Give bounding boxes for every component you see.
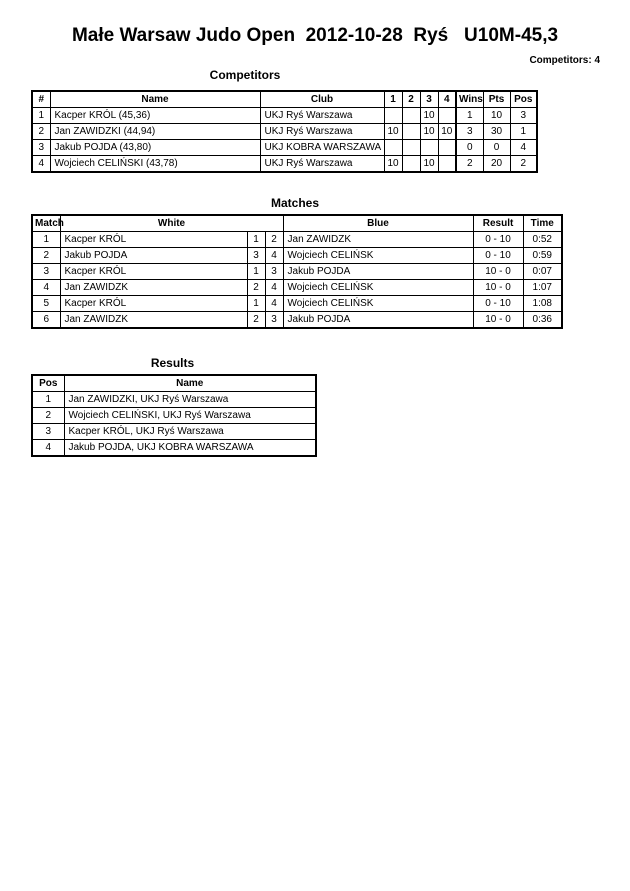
points-cell: 20 — [483, 156, 510, 173]
score-cell-4 — [438, 156, 456, 173]
competitors-section-title: Competitors — [209, 68, 281, 82]
blue-number: 4 — [265, 280, 283, 296]
table-row — [32, 424, 316, 440]
competitors-count: Competitors: 4 — [529, 55, 600, 66]
competitor-number: 4 — [32, 156, 50, 173]
table-row — [32, 392, 316, 408]
blue-competitor: Jakub POJDA — [283, 312, 473, 329]
result-position: 2 — [32, 408, 64, 424]
wins-cell: 2 — [456, 156, 483, 173]
competitors-header-row — [32, 91, 537, 108]
matches-header-row — [32, 215, 562, 232]
table-row — [32, 140, 537, 156]
competitor-club: UKJ Ryś Warszawa — [260, 156, 384, 173]
score-cell-1 — [384, 108, 402, 124]
results-table — [31, 374, 317, 457]
white-number: 2 — [247, 280, 265, 296]
match-result: 0 - 10 — [473, 248, 523, 264]
score-cell-4 — [438, 140, 456, 156]
table-row — [32, 156, 537, 173]
match-time: 0:07 — [523, 264, 562, 280]
results-header-row — [32, 375, 316, 392]
white-number: 3 — [247, 248, 265, 264]
score-cell-2 — [402, 108, 420, 124]
match-time: 1:08 — [523, 296, 562, 312]
white-number: 2 — [247, 312, 265, 329]
result-position: 1 — [32, 392, 64, 408]
white-competitor: Jakub POJDA — [60, 248, 247, 264]
blue-competitor: Wojciech CELIŃSK — [283, 296, 473, 312]
white-competitor: Kacper KRÓL — [60, 232, 247, 248]
white-number: 1 — [247, 264, 265, 280]
result-position: 3 — [32, 424, 64, 440]
blue-number: 4 — [265, 248, 283, 264]
result-position: 4 — [32, 440, 64, 457]
score-cell-3 — [420, 140, 438, 156]
white-competitor: Kacper KRÓL — [60, 264, 247, 280]
position-cell: 1 — [510, 124, 537, 140]
blue-competitor: Wojciech CELIŃSK — [283, 280, 473, 296]
result-name: Jakub POJDA, UKJ KOBRA WARSZAWA — [64, 440, 316, 457]
column-header-club: Club — [260, 91, 384, 108]
match-result: 10 - 0 — [473, 312, 523, 329]
column-header-score-1: 1 — [384, 91, 402, 108]
match-number: 5 — [32, 296, 60, 312]
document-title: Małe Warsaw Judo Open 2012-10-28 Ryś U10M-45,3 — [71, 25, 559, 46]
white-competitor: Jan ZAWIDZK — [60, 280, 247, 296]
match-number: 4 — [32, 280, 60, 296]
score-cell-3: 10 — [420, 108, 438, 124]
match-number: 2 — [32, 248, 60, 264]
match-time: 1:07 — [523, 280, 562, 296]
column-header-pts: Pts — [483, 91, 510, 108]
score-cell-2 — [402, 140, 420, 156]
match-number: 6 — [32, 312, 60, 329]
match-number: 3 — [32, 264, 60, 280]
result-name: Kacper KRÓL, UKJ Ryś Warszawa — [64, 424, 316, 440]
match-result: 10 - 0 — [473, 280, 523, 296]
competitors-table — [31, 90, 538, 173]
competitor-name: Jan ZAWIDZKI (44,94) — [50, 124, 260, 140]
column-header-match: Match — [32, 215, 60, 232]
column-header-pos: Pos — [510, 91, 537, 108]
white-competitor: Kacper KRÓL — [60, 296, 247, 312]
blue-number: 3 — [265, 312, 283, 329]
table-row — [32, 232, 562, 248]
match-result: 0 - 10 — [473, 232, 523, 248]
blue-competitor: Jakub POJDA — [283, 264, 473, 280]
competitor-name: Wojciech CELIŃSKI (43,78) — [50, 156, 260, 173]
position-cell: 2 — [510, 156, 537, 173]
match-time: 0:59 — [523, 248, 562, 264]
table-row — [32, 264, 562, 280]
score-cell-4 — [438, 108, 456, 124]
competitor-number: 1 — [32, 108, 50, 124]
table-row — [32, 124, 537, 140]
table-row — [32, 108, 537, 124]
score-cell-2 — [402, 124, 420, 140]
competitor-number: 3 — [32, 140, 50, 156]
column-header-time: Time — [523, 215, 562, 232]
competitor-club: UKJ Ryś Warszawa — [260, 124, 384, 140]
white-competitor: Jan ZAWIDZK — [60, 312, 247, 329]
column-header-num: # — [32, 91, 50, 108]
points-cell: 10 — [483, 108, 510, 124]
wins-cell: 0 — [456, 140, 483, 156]
match-time: 0:52 — [523, 232, 562, 248]
column-header-score-4: 4 — [438, 91, 456, 108]
wins-cell: 3 — [456, 124, 483, 140]
column-header-white: White — [60, 215, 283, 232]
score-cell-2 — [402, 156, 420, 173]
match-number: 1 — [32, 232, 60, 248]
blue-number: 2 — [265, 232, 283, 248]
matches-table — [31, 214, 563, 329]
match-time: 0:36 — [523, 312, 562, 329]
table-row — [32, 312, 562, 329]
table-row — [32, 280, 562, 296]
result-name: Wojciech CELIŃSKI, UKJ Ryś Warszawa — [64, 408, 316, 424]
score-cell-1 — [384, 140, 402, 156]
points-cell: 30 — [483, 124, 510, 140]
competitor-name: Jakub POJDA (43,80) — [50, 140, 260, 156]
score-cell-1: 10 — [384, 124, 402, 140]
column-header-wins: Wins — [456, 91, 483, 108]
competitor-name: Kacper KRÓL (45,36) — [50, 108, 260, 124]
white-number: 1 — [247, 296, 265, 312]
blue-competitor: Wojciech CELIŃSK — [283, 248, 473, 264]
column-header-score-3: 3 — [420, 91, 438, 108]
score-cell-4: 10 — [438, 124, 456, 140]
matches-section-title: Matches — [270, 196, 320, 210]
column-header-result-name: Name — [64, 375, 316, 392]
white-number: 1 — [247, 232, 265, 248]
column-header-blue: Blue — [283, 215, 473, 232]
competitor-number: 2 — [32, 124, 50, 140]
wins-cell: 1 — [456, 108, 483, 124]
results-section-title: Results — [150, 356, 195, 370]
table-row — [32, 440, 316, 457]
table-row — [32, 296, 562, 312]
competitor-club: UKJ Ryś Warszawa — [260, 108, 384, 124]
score-cell-3: 10 — [420, 124, 438, 140]
blue-competitor: Jan ZAWIDZK — [283, 232, 473, 248]
points-cell: 0 — [483, 140, 510, 156]
table-row — [32, 408, 316, 424]
match-result: 10 - 0 — [473, 264, 523, 280]
blue-number: 3 — [265, 264, 283, 280]
match-result: 0 - 10 — [473, 296, 523, 312]
result-name: Jan ZAWIDZKI, UKJ Ryś Warszawa — [64, 392, 316, 408]
column-header-result: Result — [473, 215, 523, 232]
blue-number: 4 — [265, 296, 283, 312]
column-header-result-pos: Pos — [32, 375, 64, 392]
table-row — [32, 248, 562, 264]
position-cell: 3 — [510, 108, 537, 124]
score-cell-1: 10 — [384, 156, 402, 173]
column-header-score-2: 2 — [402, 91, 420, 108]
position-cell: 4 — [510, 140, 537, 156]
column-header-name: Name — [50, 91, 260, 108]
score-cell-3: 10 — [420, 156, 438, 173]
competitor-club: UKJ KOBRA WARSZAWA — [260, 140, 384, 156]
